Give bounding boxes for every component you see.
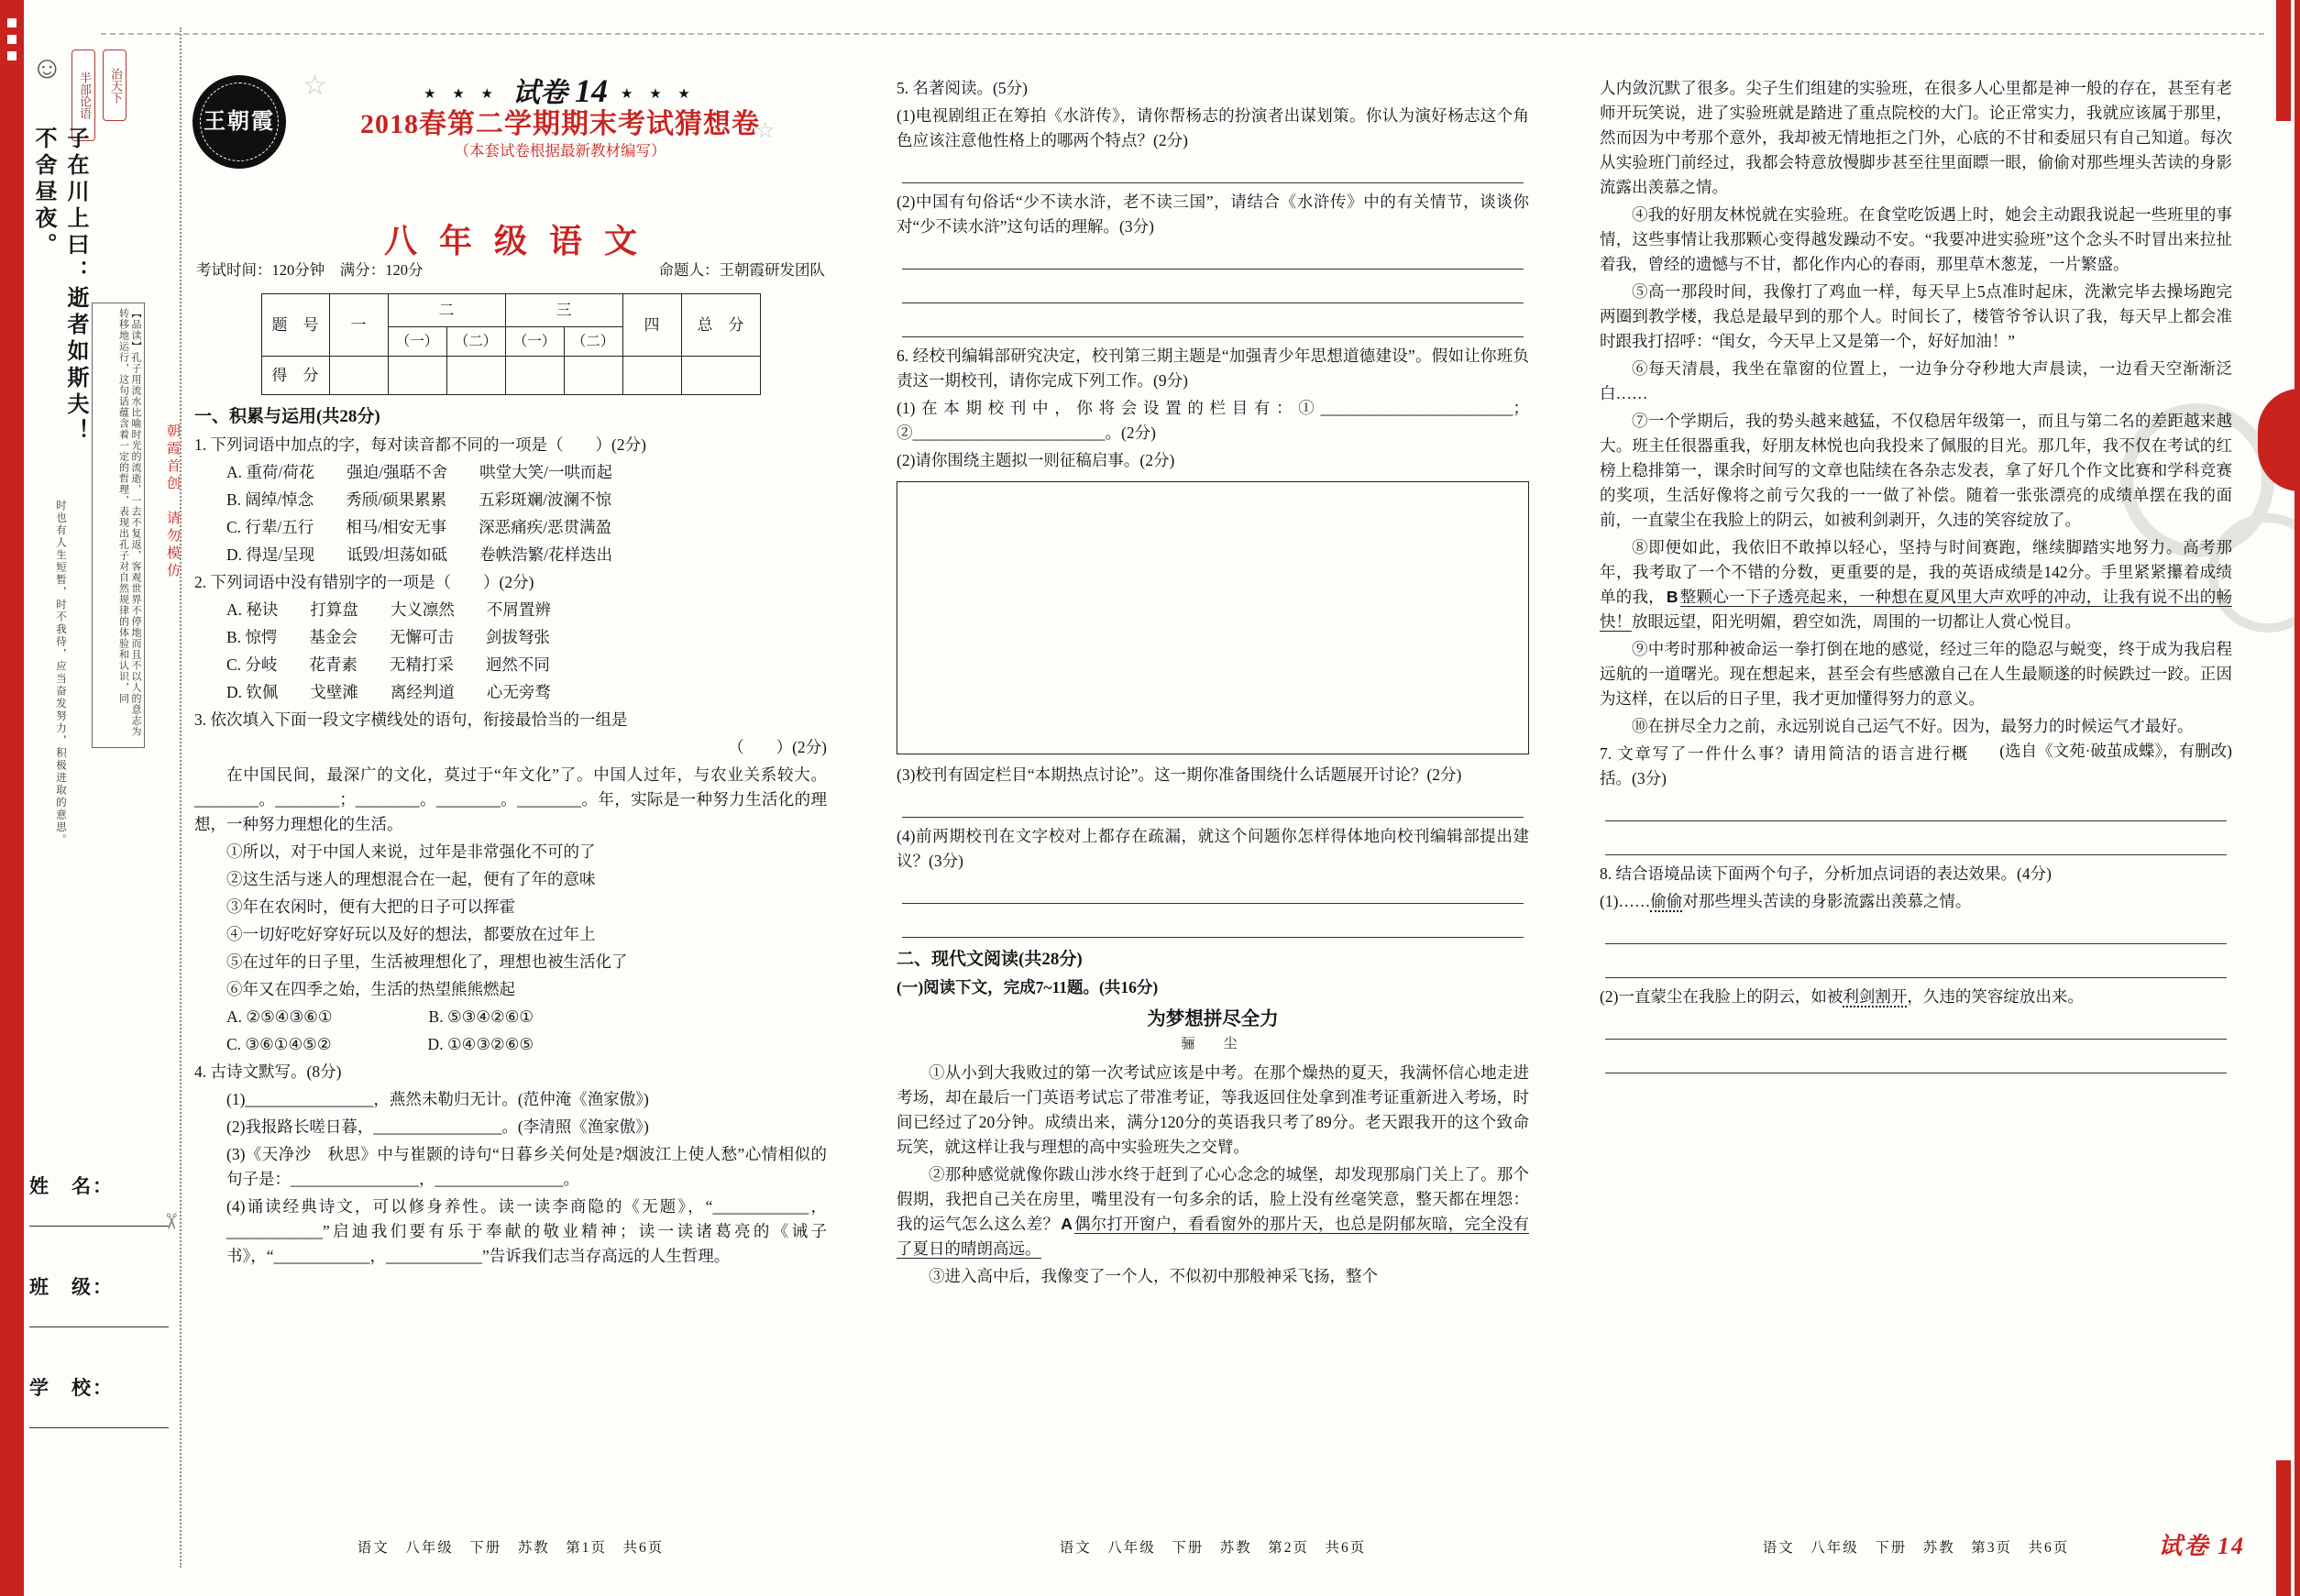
decorative-star-icon: ☆ (755, 119, 776, 143)
p2-underlined-text: 偶尔打开窗户，看看窗外的那片天，也总是阴郁灰暗，完全没有了夏日的晴朗高远。 (897, 1215, 1530, 1258)
q5-sub2: (2)中国有句俗话“少不读水浒，老不读三国”，请结合《水浒传》中的有关情节，谈谈你对“少不读水浒”这句话的理解。(3分) (897, 193, 1529, 236)
class-blank-line (29, 1300, 169, 1327)
q5-stem: 5. 名著阅读。(5分) (897, 79, 1028, 97)
exam-author-info: 命题人：王朝霞研发团队 (658, 261, 825, 279)
answer-line (1605, 1046, 2227, 1073)
school-label: 学 校： (29, 1377, 114, 1399)
q8-stem: 8. 结合语境品读下面两个句子，分析加点词语的表达效果。(4分) (1600, 864, 2052, 883)
q3-item: ⑤在过年的日子里，生活被理想化了，理想也被生活化了 (226, 952, 628, 971)
q8-item-1-emphasized: 偷偷 (1650, 892, 1683, 910)
q3-item: ③年在农闲时，便有大把的日子可以挥霍 (226, 897, 515, 916)
answer-line (1605, 794, 2227, 821)
answer-line (902, 790, 1524, 818)
p8-underlined-text: 整颗心一下子透亮起来，一种想在夏风里大声欢呼的冲动，让我有说不出的畅快！ (1600, 588, 2233, 631)
page-3 (1600, 73, 2232, 1080)
q8-item-1-pre: (1)…… (1600, 892, 1651, 910)
fold-dotted-line (180, 28, 182, 1568)
score-subcol: （二） (564, 327, 622, 357)
q1-option: D. 得逞/呈现 诋毁/坦荡如砥 卷帙浩繁/花样迭出 (226, 545, 612, 564)
school-blank-line (29, 1401, 169, 1428)
paper-number: 14 (575, 72, 608, 109)
answer-line (1605, 828, 2227, 855)
q4-item: (1)________________，燕然未勒归无计。(范仲淹《渔家傲》) (226, 1090, 649, 1108)
score-subcol: （一） (505, 327, 564, 357)
name-label: 姓 名： (29, 1175, 114, 1197)
essay-paragraph-3-cont: 人内敛沉默了很多。尖子生们组建的实验班，在很多人心里都是神一般的存在，甚至有老师开玩笑说，进了实验班就是踏进了重点院校的大门。论正常实力，我就应该属于那里，然而因为中考那个意外，我却被无情地拒之门外，心底的不甘和委屈只有自己知道。每次从实验班门前经过，我都会特意放慢脚步甚至往里面瞟一眼，偷偷对那些埋头苦读的身影流露出羡慕之情。 (1600, 79, 2232, 196)
essay-paragraph-9: ⑨中考时那种被命运一拳打倒在地的感觉，经过三年的隐忍与蜕变，终于成为我启程远航的一道曙光。现在想起来，甚至会有些感激自己在人生最顺遂的时候跌过一跤。正因为这样，在以后的日子里，我才更加懂得努力的意义。 (1600, 640, 2232, 708)
score-col-one: 一 (329, 294, 388, 357)
q3-stem: 3. 依次填入下面一段文字横线处的语句，衔接最恰当的一组是 (194, 710, 628, 729)
q4-item: (2)我报路长嗟日暮，________________。(李清照《渔家傲》) (226, 1117, 649, 1136)
q1-stem: 1. 下列词语中加点的字，每对读音都不同的一项是（ ）(2分) (194, 435, 646, 454)
q3-item: ②这生活与迷人的理想混合在一起，便有了年的意味 (226, 870, 596, 888)
anti-copy-notice: 朝霞首创 请勿模仿 (165, 424, 180, 580)
essay-paragraph-4: ④我的好朋友林悦就在实验班。在食堂吃饭遇上时，她会主动跟我说起一些班里的事情，这些事情让我那颗心变得越发躁动不安。“我要冲进实验班”这个念头不时冒出来拉扯着我，曾经的遗憾与不甘，都化作内心的春雨，那里草木葱茏，一片繁盛。 (1600, 205, 2232, 273)
q2-option: A. 秘诀 打算盘 大义凛然 不屑置辨 (226, 600, 551, 619)
p8-text-post: 放眼远望，阳光明媚，碧空如洗，周围的一切都让人赏心悦目。 (1632, 612, 2081, 631)
essay-author: 骊 尘 (1181, 1037, 1245, 1051)
q1-option: C. 行辈/五行 相马/相安无事 深恶痛疾/恶贯满盈 (226, 518, 612, 536)
score-col-four: 四 (622, 294, 681, 357)
class-label: 班 级： (29, 1276, 114, 1298)
answer-line (902, 310, 1524, 337)
essay-paragraph-2 (897, 1162, 1529, 1261)
exam-info-row (196, 258, 825, 282)
score-col-three: 三 (505, 294, 622, 327)
q3-choices: A. ②⑤④③⑥① B. ⑤③④②⑥① (226, 1007, 534, 1026)
answer-line (1605, 917, 2227, 944)
score-cell-empty (329, 357, 388, 395)
q8-item-1 (1600, 889, 2232, 914)
q6-sub3: (3)校刊有固定栏目“本期热点讨论”。这一期你准备围绕什么话题展开讨论？(2分) (897, 765, 1462, 784)
right-red-bar-top (2276, 0, 2291, 121)
exam-header (194, 71, 827, 224)
q8-item-2-emphasized: 利剑割开 (1843, 987, 1908, 1006)
essay-source: (选自《文苑·破茧成蝶》，有删改) (1999, 742, 2232, 760)
q1-option: A. 重荷/荷花 强迫/强聒不舍 哄堂大笑/一哄而起 (226, 463, 612, 481)
paper-label: 试卷 (512, 78, 567, 108)
scissors-icon: ✂ (158, 1212, 182, 1231)
marker-B: B (1666, 588, 1678, 606)
footer-page-3-text: 语文 八年级 下册 苏教 第3页 共6页 (1762, 1540, 2070, 1556)
score-cell-empty (681, 357, 760, 395)
q1-option: B. 阔绰/悼念 秀颀/硕果累累 五彩斑斓/波澜不惊 (226, 490, 612, 509)
section-2-title: 二、现代文阅读(共28分) (897, 950, 1083, 969)
right-red-edge (2294, 0, 2300, 1596)
subject-title: 八年级语文 (383, 223, 659, 259)
sidebar-commentary-box: 【品读】孔子用流水比喻时光的流逝，一去不复返，客观世界不停地而且不以人的意志为转移地运行，这句话蕴含着一定的哲理，表现出孔子对自然规律的体验和认识，同 (92, 303, 145, 748)
q4-stem: 4. 古诗文默写。(8分) (194, 1062, 342, 1081)
mascot-icon: ☺ (31, 51, 63, 85)
q4-item: (3)《天净沙 秋思》中与崔颢的诗句“日暮乡关何处是?烟波江上使人愁”心情相似的句子是：________________，________________。 (226, 1145, 827, 1188)
q3-item: ④一切好吃好穿好玩以及好的想法，都要放在过年上 (226, 925, 596, 943)
answer-line (902, 910, 1524, 938)
q2-stem: 2. 下列词语中没有错别字的一项是（ ）(2分) (194, 573, 534, 591)
marker-A: A (1061, 1215, 1073, 1233)
answer-line (902, 156, 1524, 183)
essay-paragraph-10 (1600, 714, 2232, 760)
score-col-two: 二 (388, 294, 505, 327)
answer-line (1605, 1012, 2227, 1040)
trim-dashed-line (101, 33, 2264, 35)
answer-line (1605, 951, 2227, 978)
class-field (29, 1272, 169, 1327)
q3-answer-slot: （ ）(2分) (728, 738, 827, 756)
score-cell-empty (622, 357, 681, 395)
answer-line (902, 242, 1524, 270)
q2-option: B. 惊愕 基金会 无懈可击 剑拔弩张 (226, 628, 550, 646)
score-cell-empty (388, 357, 446, 395)
footer-page-3 (1600, 1533, 2245, 1559)
score-table (261, 293, 761, 395)
exam-time-info: 考试时间：120分钟 满分：120分 (196, 261, 424, 279)
edge-mark (7, 51, 17, 61)
q3-item: ①所以，对于中国人来说，过年是非常强化不可的了 (226, 842, 596, 861)
q6-stem: 6. 经校刊编辑部研究决定，校刊第三期主题是“加强青少年思想道德建设”。假如让你班负责这一期校刊，请你完成下列工作。(9分) (897, 347, 1529, 390)
q7-stem: 7. 文章写了一件什么事？请用简洁的语言进行概括。(3分) (1600, 744, 1968, 787)
paper-number-line (293, 72, 827, 109)
sidebar-quote: 子在川上曰：逝者如斯夫！不舍昼夜。 (31, 127, 87, 446)
brand-logo (193, 75, 286, 169)
essay-paragraph-5: ⑤高一那段时间，我像打了鸡血一样，每天早上5点准时起床，洗漱完毕去操场跑完两圈到教学楼，我总是最早到的那个人。时间长了，楼管爷爷认识了我，每天早上都会准时跟我打招呼：“闺女，今天早上又是第一个，好好加油！” (1600, 282, 2232, 350)
name-field (29, 1172, 169, 1227)
page-1 (194, 71, 827, 1271)
section-1-title: 一、积累与运用(共28分) (194, 407, 380, 426)
decorative-star-icon: ☆ (303, 71, 327, 101)
score-cell-empty (446, 357, 505, 395)
stars-right: ★ ★ ★ (621, 87, 697, 102)
q2-option: D. 钦佩 戈壁滩 离经判道 心无旁骛 (226, 683, 551, 701)
sidebar-commentary-tail: 时也有人生短暂，时不我待，应当奋发努力，积极进取的意思。 (55, 500, 66, 846)
p8-text: ⑧即便如此，我依旧不敢掉以轻心，坚持与时间赛跑，继续脚踏实地努力。高考那年，我考取了一个不错的分数，更重要的是，我的英语成绩是142分。手里紧紧攥着成绩单的我， (1600, 538, 2232, 606)
q8-item-2-pre: (2)一直蒙尘在我脸上的阴云，如被 (1600, 987, 1843, 1006)
p2-text: ②那种感觉就像你跋山涉水终于赶到了心心念念的城堡，却发现那扇门关上了。那个假期，我把自己关在房里，嘴里没有一句多余的话，脸上没有丝毫笑意，整天都在埋怨：我的运气怎么这么差？ (897, 1165, 1529, 1233)
q8-item-2 (1600, 985, 2232, 1009)
score-row-label: 得 分 (261, 357, 329, 395)
exam-subtitle: （本套试卷根据最新教材编写） (454, 142, 666, 160)
stars-left: ★ ★ ★ (424, 87, 500, 102)
seal-motto-box: 治天下 (103, 50, 127, 121)
essay-paragraph-7: ⑦一个学期后，我的势头越来越猛，不仅稳居年级第一，而且与第二名的差距越来越大。班主任很器重我，好朋友林悦也向我投来了佩服的目光。那几年，我不仅在考试的红榜上稳排第一，课余时间写的文章也陆续在各杂志发表，拿了好几个作文比赛和学科竞赛的奖项，生活好像将之前亏欠我的一一做了补偿。随着一张张漂亮的成绩单摆在我的面前，一直蒙尘在我脸上的阴云，如被利剑剥开，久违的笑容绽放了。 (1600, 412, 2232, 529)
edge-mark (7, 35, 17, 44)
paper-number-badge: 试卷 14 (2158, 1533, 2245, 1559)
score-cell-empty (505, 357, 564, 395)
left-red-edge (0, 0, 24, 1596)
section-2-subtitle: (一)阅读下文，完成7~11题。(共16分) (897, 978, 1159, 996)
essay-paragraph-6: ⑥每天清晨，我坐在靠窗的位置上，一边争分夺秒地大声晨读，一边看天空渐渐泛白…… (1600, 359, 2232, 402)
page-2 (897, 73, 1529, 1292)
q3-item: ⑥年又在四季之始，生活的热望熊熊燃起 (226, 980, 515, 998)
edge-mark (7, 18, 17, 28)
score-header-question-no: 题 号 (261, 294, 329, 357)
q8-item-1-post: 对那些埋头苦读的身影流露出羡慕之情。 (1682, 892, 1972, 910)
essay-draft-box (897, 481, 1529, 754)
score-col-total: 总 分 (681, 294, 760, 357)
score-subcol: （二） (446, 327, 505, 357)
answer-line (902, 276, 1524, 303)
answer-line (902, 876, 1524, 904)
q8-item-2-post: ，久违的笑容绽放出来。 (1907, 987, 2084, 1006)
q3-choices: C. ③⑥①④⑤② D. ①④③②⑥⑤ (226, 1035, 534, 1053)
p10-text: ⑩在拼尽全力之前，永远别说自己运气不好。因为，最努力的时候运气才最好。 (1632, 717, 2194, 735)
score-cell-empty (564, 357, 622, 395)
essay-paragraph-8 (1600, 535, 2232, 634)
q5-sub1: (1)电视剧组正在筹拍《水浒传》，请你帮杨志的扮演者出谋划策。你认为演好杨志这个角色应该注意他性格上的哪两个特点？(2分) (897, 106, 1529, 149)
q4-item: (4)诵读经典诗文，可以修身养性。读一读李商隐的《无题》，“____________，____________”启迪我们要有乐于奉献的敬业精神；读一读诸葛亮的《诫子书》，“____________，____________”告诉我们志当存高远的人生哲理。 (226, 1197, 827, 1265)
essay-title: 为梦想拼尽全力 (1147, 1009, 1279, 1029)
essay-paragraph-1: ①从小到大我败过的第一次考试应该是中考。在那个燥热的夏天，我满怀信心地走进考场，却在最后一门英语考试忘了带准考证，等我返回住处拿到准考证重新进入考场，时间已经过了20分钟。成绩出来，满分120分的英语我只考了89分。老天跟我开的这个致命玩笑，就这样让我与理想的高中实验班失之交臂。 (897, 1063, 1529, 1156)
school-field (29, 1373, 169, 1428)
exam-title: 2018春第二学期期末考试猜想卷 (360, 109, 760, 139)
brand-name: 王朝霞 (200, 83, 279, 161)
footer-page-1: 语文 八年级 下册 苏教 第1页 共6页 (357, 1540, 665, 1556)
score-subcol: （一） (388, 327, 446, 357)
essay-paragraph-3: ③进入高中后，我像变了一个人，不似初中那般神采飞扬，整个 (929, 1267, 1378, 1285)
q6-sub2: (2)请你围绕主题拟一则征稿启事。(2分) (897, 451, 1175, 469)
q3-passage: 在中国民间，最深广的文化，莫过于“年文化”了。中国人过年，与农业关系较大。________。________；________。________。________。年，实际是一种努力生活化的理想，一种努力理想化的生活。 (194, 765, 827, 833)
q6-sub4: (4)前两期校刊在文字校对上都存在疏漏，就这个问题你怎样得体地向校刊编辑部提出建议？(3分) (897, 827, 1529, 870)
right-red-bar-bottom (2276, 1460, 2291, 1596)
q6-sub1: (1)在本期校刊中，你将会设置的栏目有：①________________________；②________________________。(2分) (897, 399, 1529, 442)
footer-page-2: 语文 八年级 下册 苏教 第2页 共6页 (1059, 1540, 1367, 1556)
seal-motto-box: 半部论语 (72, 50, 95, 141)
name-blank-line (29, 1199, 169, 1227)
q2-option: C. 分岐 花青素 无精打采 迥然不同 (226, 655, 550, 674)
